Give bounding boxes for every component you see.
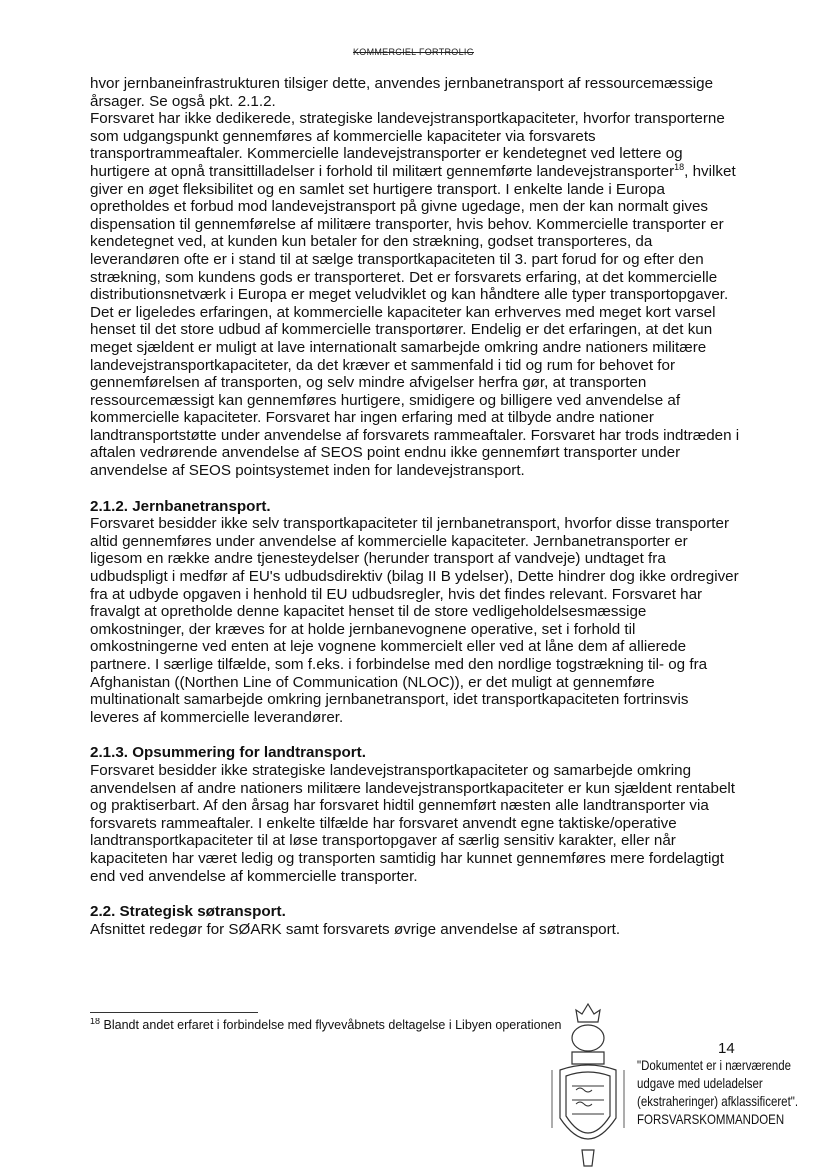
footnote-number: 18	[90, 1018, 101, 1026]
declassification-stamp	[637, 1056, 799, 1128]
section-heading-rail: 2.1.2. Jernbanetransport.	[90, 497, 271, 515]
stamp-line: "Dokumentet er i nærværende	[637, 1057, 792, 1073]
paragraph-road-transport	[90, 110, 740, 479]
paragraph-road-transport-part2: , hvilket giver en øget fleksibilitet og en samlet set hurtigere transport. I enkelte lande i Europa opretholdes et forbud mod landevejstransport på givne ugedage, men der kan normalt gives dispensation til gennemførelse af militære transporter, hvis behov. Kommercielle transporter er kendetegnet ved, at kunden kun betaler for den strækning, godset transporteres, da leverandøren ofte er i stand til at sælge transportkapaciteten til 3. part forud for og efter den strækning, som kundens gods er transporteret. Det er forsvarets erfaring, at det kommercielle distributionsnetværk i Europa er meget veludviklet og kan håndtere alle typer transportopgaver. Det er ligeledes erfaringen, at kommercielle kapaciteter kan erhverves med meget kort varsel henset til det store udbud af kommercielle transportører. Endelig er det erfaringen, at det kun meget sjældent er muligt at lave internationalt samarbejde omkring andre nationers militære landevejstransportkapaciteter, da det kræver et sammenfald i tid og rum for behovet for gennemførelsen af transporten, og selv mindre afvigelser herfra gør, at transporten ressourcemæssigt kan gennemføres hurtigere, smidigere og billigere ved anvendelse af kommercielle kapaciteter. Forsvaret har ingen erfaring med at tilbyde andre nationer landtransportstøtte under anvendelse af forsvarets rammeaftaler. Forsvaret har trods indtræden i aftalen vedrørende anvendelse af SEOS point endnu ikke gennemført transporter under anvendelse af SEOS pointsystemet inden for landevejstransport.	[90, 162, 740, 480]
stamp-authority: FORSVARSKOMMANDOEN	[637, 1111, 785, 1127]
section-heading-sea: 2.2. Strategisk søtransport.	[90, 903, 286, 921]
paragraph-sea-transport: Afsnittet redegør for SØARK samt forsvarets øvrige anvendelse af søtransport.	[90, 920, 621, 938]
defence-command-seal-icon	[542, 1000, 634, 1168]
stamp-line: (ekstraheringer) afklassificeret".	[637, 1093, 799, 1109]
paragraph-rail-transport: Forsvaret besidder ikke selv transportkapaciteter til jernbanetransport, hvorfor disse transporter altid gennemføres under anvendelse af kommercielle kapaciteter. Jernbanetransporter er ligesom en række andre tjenesteydelser (herunder transport af vandveje) undtaget fra udbudspligt i medfør af EU's udbudsdirektiv (bilag II B ydelser), Dette hindrer dog ikke ordregiver fra at udbyde opgaven i henhold til EU udbudsregler, hvis det findes relevant. Forsvaret har fravalgt at opretholde denne kapacitet henset til de store vedligeholdelsesmæssige omkostninger, der kræves for at holde jernbanevognene operative, set i forhold til omkostningerne ved enten at leje vognene kommercielt eller ved at låne dem af allierede partnere. I særlige tilfælde, som f.eks. i forbindelse med den nordlige togstrækning til- og fra Afghanistan ((Northen Line of Communication (NLOC)), er det muligt at gennemføre multinationalt samarbejde omkring jernbanetransport, idet transportkapaciteten fortrinsvis leveres af kommercielle leverandører.	[90, 515, 739, 726]
footnote-divider	[90, 1012, 258, 1013]
page-number: 14	[718, 1040, 735, 1057]
classification-header: KOMMERCIEL FORTROLIG	[352, 47, 474, 57]
paragraph-intro: hvor jernbaneinfrastrukturen tilsiger dette, anvendes jernbanetransport af ressourcemæssige årsager. Se også pkt. 2.1.2.	[90, 75, 714, 110]
footnote-reference[interactable]: 18	[674, 161, 685, 172]
footnote-text: Blandt andet erfaret i forbindelse med flyvevåbnets deltagelse i Libyen operationen	[103, 1018, 562, 1032]
paragraph-land-summary: Forsvaret besidder ikke strategiske landevejstransportkapaciteter og samarbejde omkring anvendelsen af andre nationers militære landevejstransportkapaciteter er kun sjældent rentabelt og praktiserbart. Af den årsag har forsvaret hidtil gennemført næsten alle landtransporter via forsvarets rammeaftaler. I enkelte tilfælde har forsvaret anvendt egne taktiske/operative landtransportkapaciteter til at løse transportopgaver af særlig sensitiv karakter, eller når kapaciteten har været ledig og transporten samtidig har kunnet gennemføres mere fordelagtigt end ved anvendelse af kommercielle transporter.	[90, 761, 735, 885]
section-heading-summary: 2.1.3. Opsummering for landtransport.	[90, 744, 366, 762]
document-body	[90, 75, 740, 938]
paragraph-road-transport-part1: Forsvaret har ikke dedikerede, strategiske landevejstransportkapaciteter, hvorfor transporterne som udgangspunkt gennemføres af kommercielle kapaciteter via forsvarets transportrammeaftaler. Kommercielle landevejstransporter er kendetegnet ved lettere og hurtigere at opnå transittilladelser i forhold til militært gennemførte landevejstransporter	[90, 110, 725, 180]
footnote	[90, 1018, 570, 1033]
stamp-line: udgave med udeladelser	[637, 1075, 763, 1091]
